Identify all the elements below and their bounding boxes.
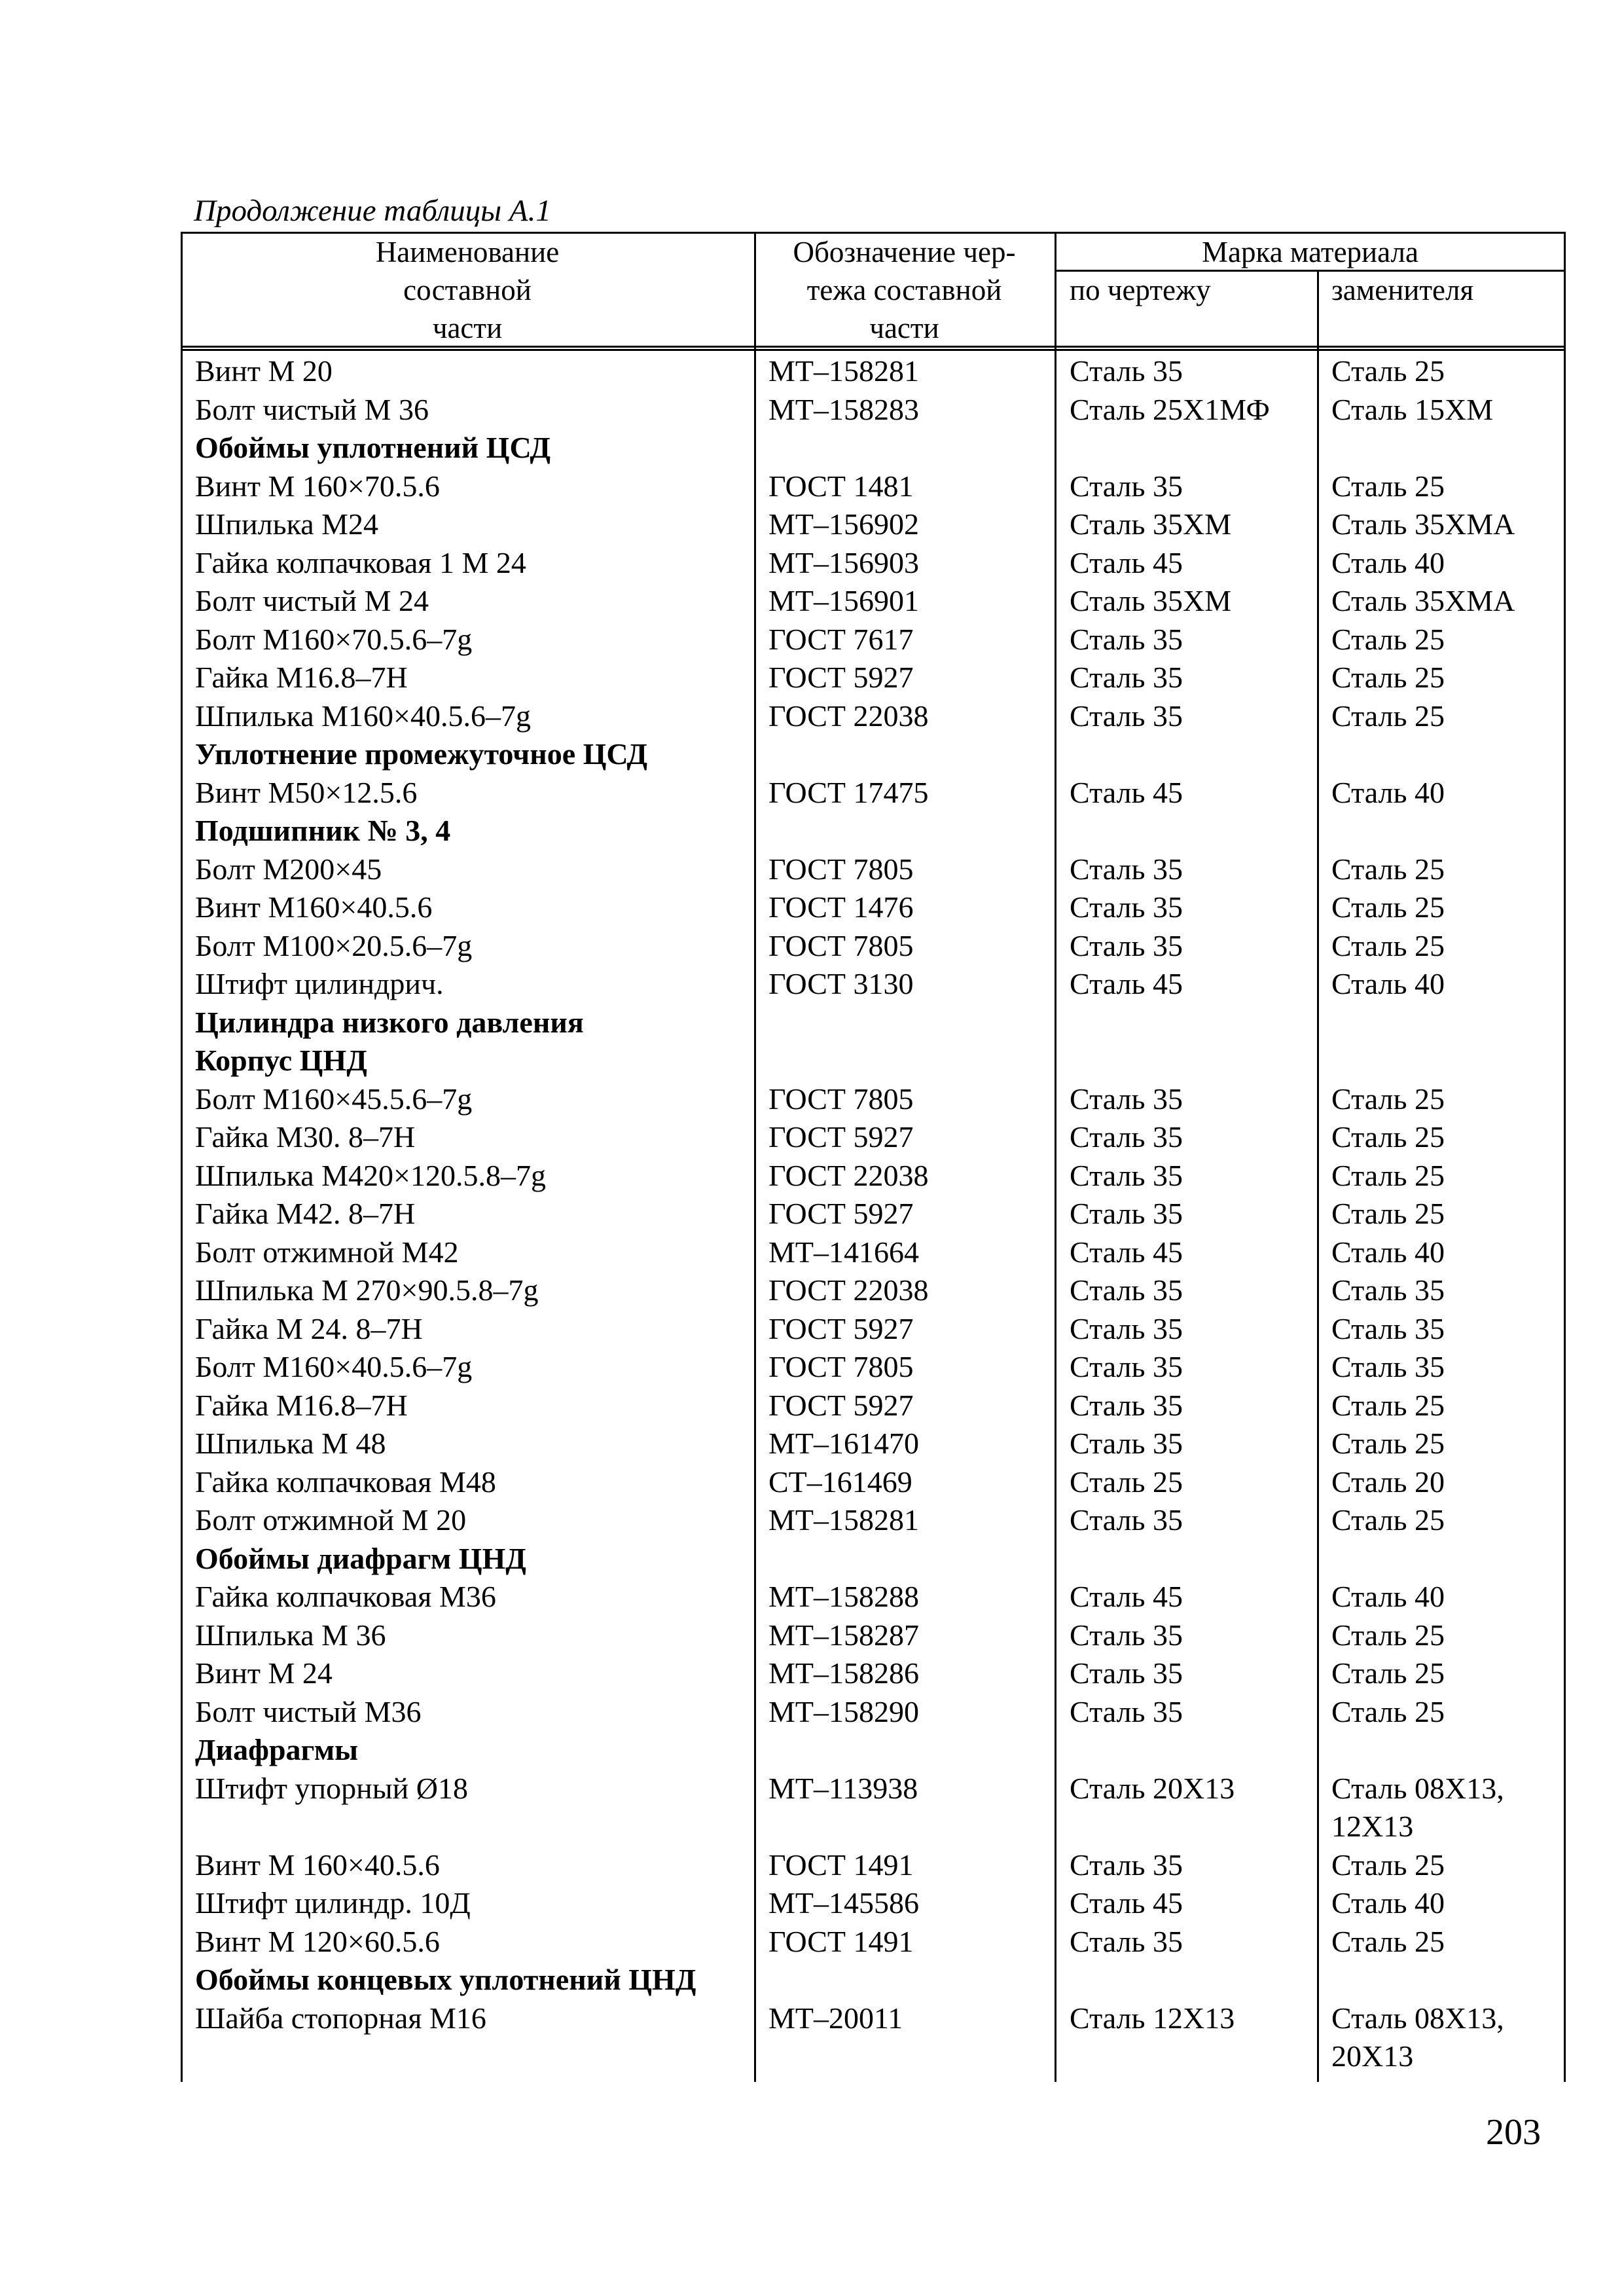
cell-name: Штифт цилиндр. 10Д <box>195 1886 471 1920</box>
cell-name: Гайка М30. 8–7Н <box>195 1120 416 1154</box>
cell-mat: Сталь 35 <box>1070 1618 1183 1652</box>
cell-mat: Сталь 35 <box>1070 661 1183 694</box>
section-title: Корпус ЦНД <box>195 1044 367 1077</box>
cell-drawing: СТ–161469 <box>768 1465 912 1499</box>
cell-mat: Сталь 35 <box>1070 1082 1183 1116</box>
cell-drawing: МТ–145586 <box>768 1886 919 1920</box>
cell-sub: Сталь 25 <box>1331 928 1445 962</box>
section-title: Диафрагмы <box>195 1733 359 1766</box>
cell-drawing: ГОСТ 1481 <box>768 469 914 503</box>
section-title: Подшипник № 3, 4 <box>195 814 451 847</box>
cell-name: Болт чистый М36 <box>195 1694 422 1728</box>
cell-drawing: МТ–156903 <box>768 545 919 579</box>
cell-name: Шпилька М 48 <box>195 1427 386 1460</box>
cell-name: Болт М160×70.5.6–7g <box>195 622 473 656</box>
section-title: Цилиндра низкого давления <box>195 1005 584 1039</box>
section-title: Уплотнение промежуточное ЦСД <box>195 737 647 771</box>
cell-mat: Сталь 35 <box>1070 1197 1183 1230</box>
cell-sub: Сталь 25 <box>1331 1388 1445 1422</box>
cell-mat: Сталь 35 <box>1070 622 1183 656</box>
cell-mat: Сталь 45 <box>1070 1886 1183 1920</box>
cell-name: Болт М100×20.5.6–7g <box>195 928 473 962</box>
cell-drawing: МТ–156901 <box>768 584 919 617</box>
cell-name: Винт М 120×60.5.6 <box>195 1924 440 1958</box>
cell-sub: Сталь 40 <box>1331 1235 1445 1269</box>
cell-mat: Сталь 35 <box>1070 1273 1183 1307</box>
cell-mat: Сталь 35ХМ <box>1070 584 1232 617</box>
cell-sub: Сталь 25 <box>1331 1694 1445 1728</box>
cell-mat: Сталь 45 <box>1070 967 1183 1000</box>
cell-drawing: ГОСТ 22038 <box>768 1273 929 1307</box>
cell-sub: Сталь 25 <box>1331 699 1445 733</box>
cell-drawing: МТ–158287 <box>768 1618 919 1652</box>
cell-drawing: МТ–158283 <box>768 392 919 426</box>
cell-mat: Сталь 25Х1МФ <box>1070 392 1270 426</box>
cell-name: Гайка М16.8–7Н <box>195 1388 408 1422</box>
cell-mat: Сталь 35 <box>1070 1120 1183 1154</box>
cell-drawing: ГОСТ 5927 <box>768 1197 914 1230</box>
cell-name: Винт М 160×40.5.6 <box>195 1848 440 1882</box>
cell-mat: Сталь 35 <box>1070 928 1183 962</box>
cell-mat: Сталь 35 <box>1070 1656 1183 1690</box>
cell-sub: Сталь 25 <box>1331 1618 1445 1652</box>
cell-name: Гайка М 24. 8–7Н <box>195 1311 423 1345</box>
cell-name: Гайка колпачковая 1 М 24 <box>195 545 526 579</box>
cell-mat: Сталь 12Х13 <box>1070 2001 1235 2035</box>
cell-mat: Сталь 35 <box>1070 1350 1183 1383</box>
cell-sub: Сталь 40 <box>1331 967 1445 1000</box>
cell-mat: Сталь 45 <box>1070 1580 1183 1613</box>
cell-name: Винт М 24 <box>195 1656 333 1690</box>
cell-sub: Сталь 40 <box>1331 545 1445 579</box>
cell-name: Шпилька М 270×90.5.8–7g <box>195 1273 539 1307</box>
cell-name: Винт М 20 <box>195 354 333 388</box>
cell-drawing: МТ–158281 <box>768 1503 919 1537</box>
cell-mat: Сталь 35 <box>1070 1848 1183 1882</box>
cell-name: Гайка колпачковая М36 <box>195 1580 496 1613</box>
cell-drawing: ГОСТ 5927 <box>768 661 914 694</box>
cell-drawing: ГОСТ 1491 <box>768 1924 914 1958</box>
cell-drawing: ГОСТ 1491 <box>768 1848 914 1882</box>
cell-sub: Сталь 40 <box>1331 1580 1445 1613</box>
cell-mat: Сталь 35 <box>1070 1694 1183 1728</box>
cell-sub: Сталь 08Х13, 12Х13 <box>1331 1771 1504 1843</box>
cell-drawing: МТ–113938 <box>768 1771 918 1805</box>
section-title: Обоймы уплотнений ЦСД <box>195 431 551 464</box>
cell-drawing: ГОСТ 3130 <box>768 967 914 1000</box>
cell-mat: Сталь 20Х13 <box>1070 1771 1235 1805</box>
cell-drawing: МТ–158288 <box>768 1580 919 1613</box>
cell-sub: Сталь 25 <box>1331 852 1445 886</box>
cell-name: Шпилька М420×120.5.8–7g <box>195 1158 546 1192</box>
cell-name: Винт М50×12.5.6 <box>195 775 418 809</box>
cell-mat: Сталь 35 <box>1070 852 1183 886</box>
cell-drawing: ГОСТ 5927 <box>768 1120 914 1154</box>
cell-sub: Сталь 35ХМА <box>1331 507 1515 541</box>
table-caption: Продолжение таблицы А.1 <box>194 194 551 228</box>
cell-mat: Сталь 35 <box>1070 1503 1183 1537</box>
cell-name: Гайка М16.8–7Н <box>195 661 408 694</box>
cell-drawing: ГОСТ 7617 <box>768 622 914 656</box>
cell-sub: Сталь 35 <box>1331 1350 1445 1383</box>
cell-name: Винт М 160×70.5.6 <box>195 469 440 503</box>
header-material-group: Марка материала <box>1202 236 1418 268</box>
cell-mat: Сталь 35 <box>1070 1158 1183 1192</box>
parts-table <box>181 232 1566 2082</box>
cell-name: Шпилька М24 <box>195 507 379 541</box>
cell-drawing: ГОСТ 7805 <box>768 1082 914 1116</box>
section-title: Обоймы диафрагм ЦНД <box>195 1541 526 1575</box>
cell-drawing: ГОСТ 7805 <box>768 852 914 886</box>
cell-drawing: МТ–20011 <box>768 2001 903 2035</box>
cell-sub: Сталь 25 <box>1331 1924 1445 1958</box>
cell-sub: Сталь 35 <box>1331 1273 1445 1307</box>
cell-drawing: ГОСТ 1476 <box>768 890 914 924</box>
cell-sub: Сталь 25 <box>1331 1197 1445 1230</box>
cell-sub: Сталь 25 <box>1331 354 1445 388</box>
section-title: Обоймы концевых уплотнений ЦНД <box>195 1963 696 1996</box>
cell-sub: Сталь 25 <box>1331 1656 1445 1690</box>
cell-name: Шпилька М160×40.5.6–7g <box>195 699 531 733</box>
cell-sub: Сталь 35ХМА <box>1331 584 1515 617</box>
cell-name: Болт отжимной М42 <box>195 1235 459 1269</box>
cell-drawing: МТ–158286 <box>768 1656 919 1690</box>
cell-name: Шпилька М 36 <box>195 1618 386 1652</box>
cell-drawing: МТ–158290 <box>768 1694 919 1728</box>
cell-sub: Сталь 25 <box>1331 622 1445 656</box>
cell-mat: Сталь 45 <box>1070 545 1183 579</box>
cell-name: Болт чистый М 24 <box>195 584 429 617</box>
cell-sub: Сталь 40 <box>1331 1886 1445 1920</box>
cell-sub: Сталь 25 <box>1331 1427 1445 1460</box>
cell-drawing: МТ–161470 <box>768 1427 919 1460</box>
cell-sub: Сталь 25 <box>1331 1503 1445 1537</box>
cell-drawing: ГОСТ 22038 <box>768 699 929 733</box>
cell-drawing: ГОСТ 22038 <box>768 1158 929 1192</box>
cell-mat: Сталь 35 <box>1070 1427 1183 1460</box>
cell-drawing: ГОСТ 17475 <box>768 775 929 809</box>
cell-mat: Сталь 35 <box>1070 1311 1183 1345</box>
cell-mat: Сталь 45 <box>1070 1235 1183 1269</box>
cell-name: Гайка М42. 8–7Н <box>195 1197 416 1230</box>
cell-drawing: ГОСТ 5927 <box>768 1311 914 1345</box>
table-body <box>181 232 1566 2082</box>
cell-name: Винт М160×40.5.6 <box>195 890 433 924</box>
cell-sub: Сталь 08Х13, 20Х13 <box>1331 2001 1504 2073</box>
header-material-substitute: заменителя <box>1331 274 1474 306</box>
cell-name: Штифт упорный Ø18 <box>195 1771 469 1805</box>
cell-sub: Сталь 25 <box>1331 890 1445 924</box>
cell-mat: Сталь 35ХМ <box>1070 507 1232 541</box>
cell-sub: Сталь 15ХМ <box>1331 392 1494 426</box>
cell-sub: Сталь 25 <box>1331 661 1445 694</box>
cell-drawing: МТ–141664 <box>768 1235 919 1269</box>
header-drawing: Обозначение чер- тежа составной части <box>793 236 1016 344</box>
cell-name: Болт отжимной М 20 <box>195 1503 467 1537</box>
cell-drawing: МТ–156902 <box>768 507 919 541</box>
cell-name: Шайба стопорная М16 <box>195 2001 486 2035</box>
cell-drawing: МТ–158281 <box>768 354 919 388</box>
cell-name: Штифт цилиндрич. <box>195 967 444 1000</box>
cell-mat: Сталь 25 <box>1070 1465 1183 1499</box>
cell-mat: Сталь 35 <box>1070 890 1183 924</box>
cell-name: Болт М200×45 <box>195 852 382 886</box>
cell-drawing: ГОСТ 7805 <box>768 928 914 962</box>
page-number: 203 <box>1486 2112 1541 2153</box>
cell-sub: Сталь 40 <box>1331 775 1445 809</box>
cell-sub: Сталь 25 <box>1331 1120 1445 1154</box>
cell-name: Болт М160×45.5.6–7g <box>195 1082 473 1116</box>
cell-mat: Сталь 45 <box>1070 775 1183 809</box>
cell-drawing: ГОСТ 7805 <box>768 1350 914 1383</box>
cell-name: Болт М160×40.5.6–7g <box>195 1350 473 1383</box>
cell-mat: Сталь 35 <box>1070 1924 1183 1958</box>
cell-name: Гайка колпачковая М48 <box>195 1465 496 1499</box>
cell-mat: Сталь 35 <box>1070 1388 1183 1422</box>
cell-mat: Сталь 35 <box>1070 699 1183 733</box>
header-material-drawing: по чертежу <box>1070 274 1211 306</box>
cell-name: Болт чистый М 36 <box>195 392 429 426</box>
cell-mat: Сталь 35 <box>1070 469 1183 503</box>
cell-sub: Сталь 35 <box>1331 1311 1445 1345</box>
cell-sub: Сталь 20 <box>1331 1465 1445 1499</box>
cell-mat: Сталь 35 <box>1070 354 1183 388</box>
cell-sub: Сталь 25 <box>1331 469 1445 503</box>
cell-sub: Сталь 25 <box>1331 1848 1445 1882</box>
cell-sub: Сталь 25 <box>1331 1158 1445 1192</box>
cell-drawing: ГОСТ 5927 <box>768 1388 914 1422</box>
header-name: Наименование составной части <box>375 236 560 344</box>
cell-sub: Сталь 25 <box>1331 1082 1445 1116</box>
